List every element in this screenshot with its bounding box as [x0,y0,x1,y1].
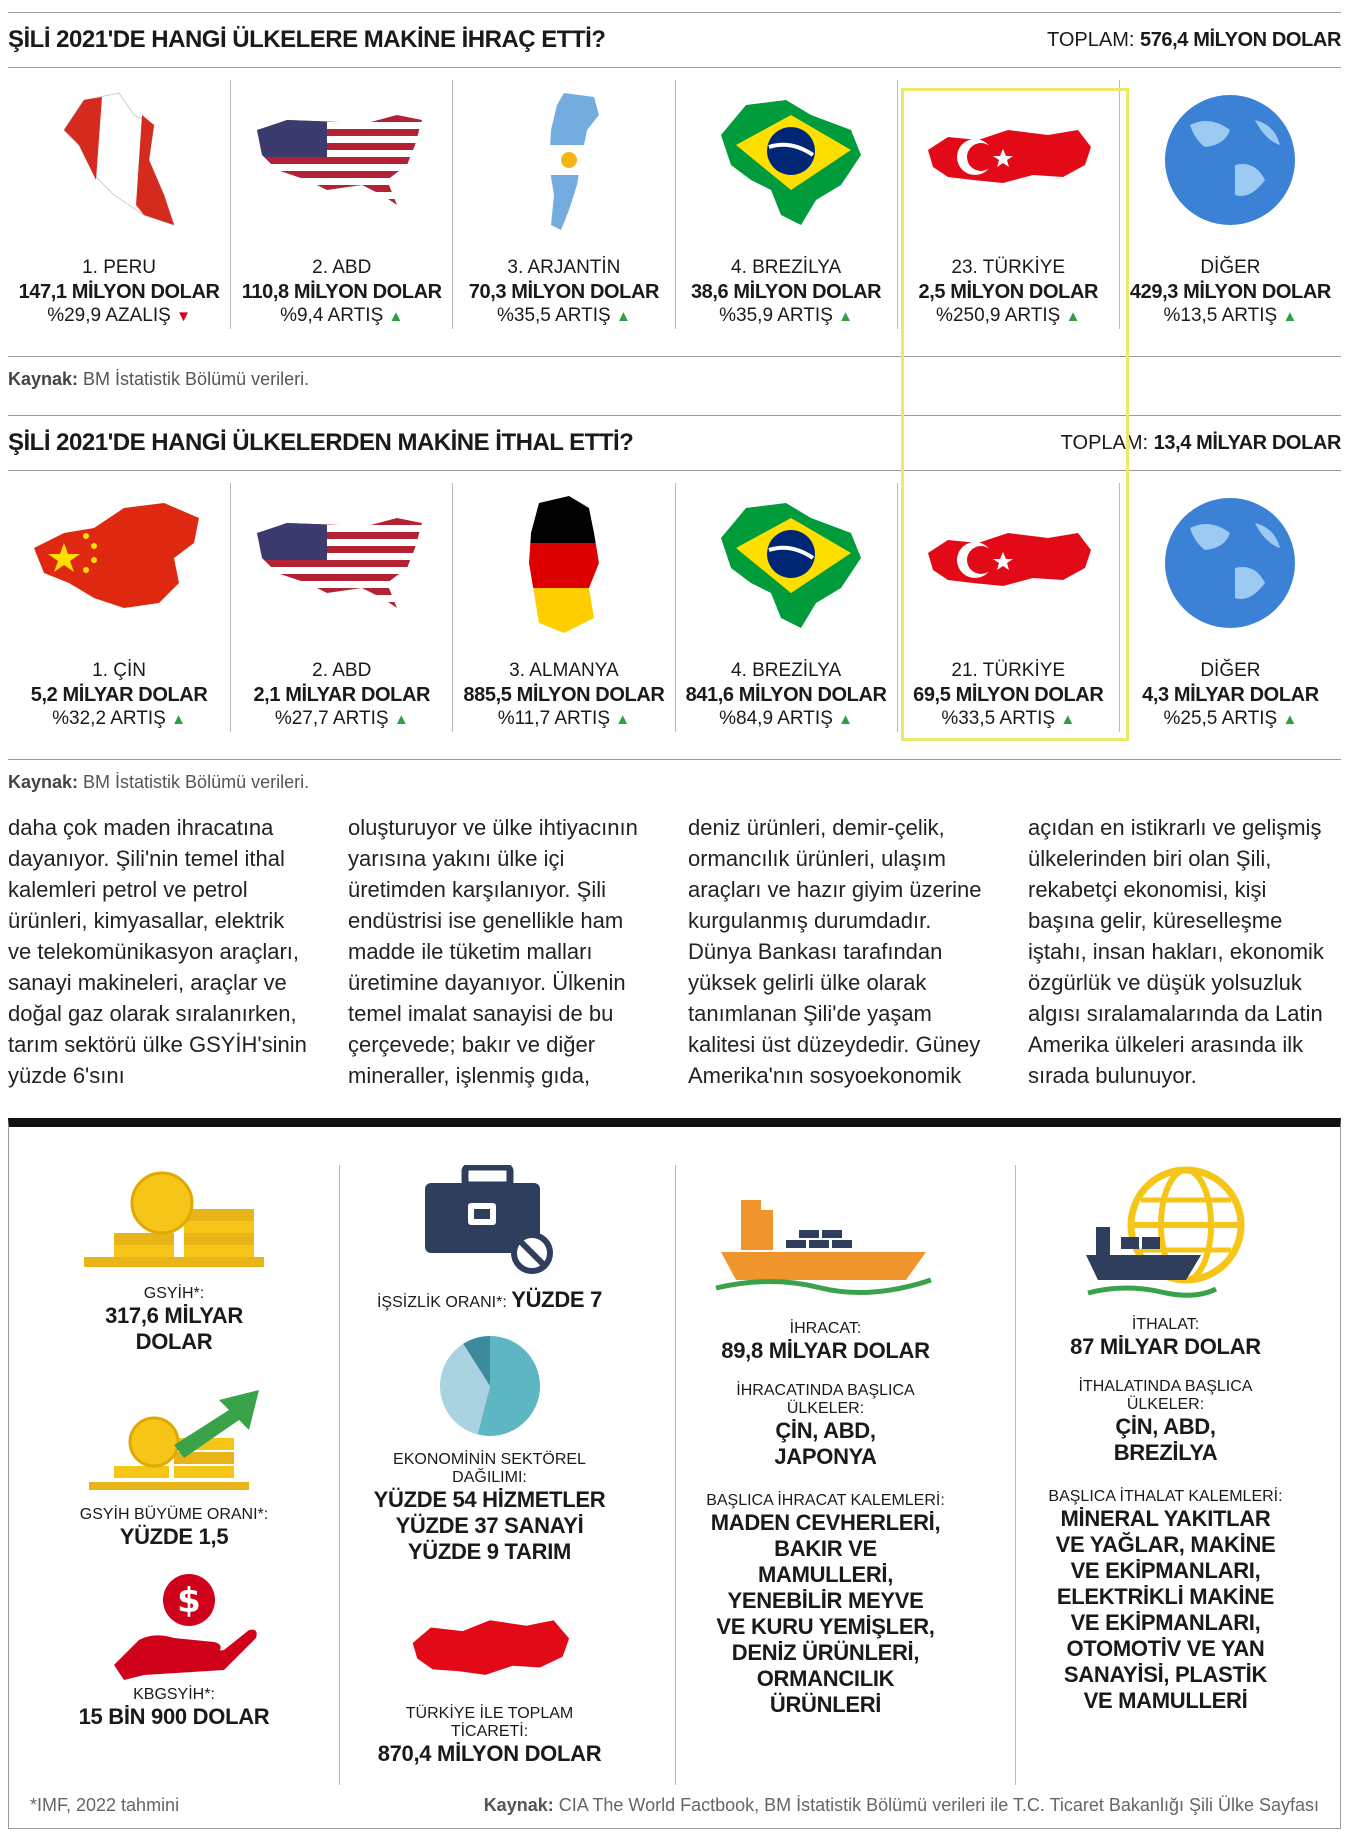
globe-icon [1120,80,1341,240]
usa-map [231,80,452,240]
imports-items: MİNERAL YAKITLAR VE YAĞLAR, MAKİNE VE EKİPMANLARI, ELEKTRİKLİ MAKİNE VE EKİPMANLARI, OTOMOTİV VE YAN SANAYİSİ, PLASTİK VE MAMULLERİ [1055,1506,1276,1713]
export-country-5 [897,80,1119,329]
country-rank: 21. TÜRKİYE [951,660,1066,681]
turkey-map [898,483,1119,643]
country-rank: 23. TÜRKİYE [951,257,1066,278]
import-title: ŞİLİ 2021'DE HANGİ ÜLKELERDEN MAKİNE İTHAL ETTİ? [8,429,634,456]
country-change: %32,2 ARTIŞ ▲ [52,708,186,729]
arrow-up-icon: ▲ [1282,711,1298,728]
country-change: %25,5 ARTIŞ ▲ [1163,708,1298,729]
country-change: %84,9 ARTIŞ ▲ [719,708,854,729]
country-rank: 1. ÇİN [92,660,146,681]
export-country-4 [675,80,897,329]
exports-items-label: BAŞLICA İHRACAT KALEMLERİ: [706,1492,945,1509]
growth-chart-icon [74,1390,274,1500]
export-country-3 [452,80,674,329]
arrow-up-icon: ▲ [1282,308,1298,325]
export-title: ŞİLİ 2021'DE HANGİ ÜLKELERE MAKİNE İHRAÇ ETTİ? [8,26,606,53]
country-rank: 3. ALMANYA [509,660,619,681]
globe-icon [1120,483,1341,643]
country-amount: 69,5 MİLYON DOLAR [913,684,1104,706]
gdp-value: 317,6 MİLYAR DOLAR [105,1303,243,1354]
stats-column-exports [675,1165,975,1785]
exports-partners: ÇİN, ABD, JAPONYA [774,1418,877,1469]
imports-items-label: BAŞLICA İTHALAT KALEMLERİ: [1048,1488,1283,1505]
import-country-row [8,483,1341,732]
country-rank: DİĞER [1200,660,1261,681]
arrow-up-icon: ▲ [838,711,854,728]
export-source: Kaynak: BM İstatistik Bölümü verileri. [8,356,1341,390]
country-amount: 110,8 MİLYON DOLAR [241,281,442,303]
unemployment-line [340,1287,639,1313]
arrow-up-icon: ▲ [393,711,409,728]
import-source: Kaynak: BM İstatistik Bölümü verileri. [8,759,1341,793]
unemployment-value: YÜZDE 7 [511,1287,603,1312]
exports-value: 89,8 MİLYAR DOLAR [721,1338,930,1363]
country-amount: 429,3 MİLYON DOLAR [1129,281,1331,303]
country-amount: 70,3 MİLYON DOLAR [468,281,660,303]
country-change: %33,5 ARTIŞ ▲ [941,708,1076,729]
arrow-up-icon: ▲ [615,711,631,728]
import-country-2 [230,483,452,732]
gdppc-value: 15 BİN 900 DOLAR [78,1704,270,1729]
arrow-up-icon: ▲ [838,308,854,325]
exports-partners-label: İHRACATINDA BAŞLICA ÜLKELER: [736,1382,915,1417]
country-amount: 38,6 MİLYON DOLAR [690,281,882,303]
stats-panel [8,1118,1341,1829]
briefcase-icon [420,1165,560,1275]
sector-services: YÜZDE 54 HİZMETLER [373,1487,606,1512]
trade-value: 870,4 MİLYON DOLAR [377,1741,602,1766]
usa-map [231,483,452,643]
gdppc-label: KBGSYİH*: [133,1686,215,1703]
germany-map [453,483,674,643]
arrow-down-icon: ▼ [176,308,191,325]
import-country-3 [452,483,674,732]
country-rank: 3. ARJANTİN [507,257,621,278]
country-rank: 2. ABD [312,257,372,278]
imports-label: İTHALAT: [1131,1316,1200,1333]
arrow-up-icon: ▲ [1065,308,1081,325]
country-change: %35,9 ARTIŞ ▲ [719,305,854,326]
imports-partners-label: İTHALATINDA BAŞLICA ÜLKELER: [1078,1378,1253,1413]
arrow-up-icon: ▲ [1060,711,1076,728]
sector-pie-chart [435,1331,545,1441]
article-column-4: açıdan en istikrarlı ve gelişmiş ülkelerinden biri olan Şili, rekabetçi ekonomisi, kişi başına gelir, küreselleşme iştahı, insan hakları, ekonomik özgürlük ve düşük yolsuzluk algısı sıralamalarında da Latin Amerika ülkeleri arasında ilk sırada bulunuyor. [1028,815,1324,1088]
country-amount: 4,3 MİLYAR DOLAR [1142,684,1319,706]
export-country-2 [230,80,452,329]
country-amount: 2,5 MİLYON DOLAR [918,281,1099,303]
country-change: %27,7 ARTIŞ ▲ [274,708,409,729]
country-change: %250,9 ARTIŞ ▲ [936,305,1081,326]
export-country-6 [1119,80,1341,329]
export-country-1 [8,80,230,329]
china-map [8,483,230,643]
country-change: %35,5 ARTIŞ ▲ [496,305,631,326]
import-country-5 [897,483,1119,732]
import-country-1 [8,483,230,732]
country-amount: 841,6 MİLYON DOLAR [685,684,887,706]
arrow-up-icon: ▲ [615,308,631,325]
export-country-row [8,80,1341,329]
brazil-map [676,483,897,643]
imports-value: 87 MİLYAR DOLAR [1070,1334,1261,1359]
sector-label: EKONOMİNİN SEKTÖREL DAĞILIMI: [393,1451,586,1486]
arrow-up-icon: ▲ [388,308,404,325]
country-amount: 147,1 MİLYON DOLAR [18,281,220,303]
trade-label: TÜRKİYE İLE TOPLAM TİCARETİ: [405,1705,574,1740]
exports-label: İHRACAT: [789,1320,862,1337]
globe-ship-icon [1066,1165,1266,1300]
arrow-up-icon: ▲ [171,711,186,728]
country-change: %13,5 ARTIŞ ▲ [1163,305,1298,326]
export-header [8,12,1341,68]
argentina-map [453,80,674,240]
imports-partners: ÇİN, ABD, BREZİLYA [1113,1414,1218,1465]
country-amount: 2,1 MİLYAR DOLAR [253,684,431,706]
country-change: %29,9 AZALIŞ ▼ [47,305,191,326]
gdp-label: GSYİH*: [143,1285,205,1302]
article-column-1: daha çok maden ihracatına dayanıyor. Şili'nin temel ithal kalemleri petrol ve petrol ürünleri, kimyasallar, elektrik ve telekomünikasyon araçları, sanayi makineleri, araçlar ve doğal gaz olarak sıralanırken, tarım sektörü ülke GSYİH'sinin yüzde 6'sını [8,815,307,1088]
country-amount: 885,5 MİLYON DOLAR [463,684,665,706]
stats-column-economy [339,1165,639,1785]
country-rank: 4. BREZİLYA [731,257,842,278]
turkey-map [400,1593,580,1693]
growth-label: GSYİH BÜYÜME ORANI*: [79,1506,269,1523]
import-header [8,415,1341,471]
export-total: TOPLAM: 576,4 MİLYON DOLAR [1046,28,1341,51]
coins-icon [74,1165,274,1275]
growth-value: YÜZDE 1,5 [119,1524,229,1549]
import-country-6 [1119,483,1341,732]
article-column-2: oluşturuyor ve ülke ihtiyacının yarısına yakını ülke içi üretimden karşılanıyor. Şili endüstrisi ise genellikle ham madde ile tüketim malları üretimine dayanıyor. Ülkenin temel imalat sanayisi de bu çerçevede; bakır ve diğer mineraller, işlenmiş gıda, [348,815,638,1088]
country-rank: 1. PERU [82,257,157,278]
footer [8,1795,1341,1816]
country-rank: DİĞER [1200,257,1261,278]
peru-map [8,80,230,240]
article-text [8,812,1341,1091]
turkey-map [898,80,1119,240]
sector-industry: YÜZDE 37 SANAYİ [395,1513,584,1538]
import-total: TOPLAM: 13,4 MİLYAR DOLAR [1060,431,1341,454]
footer-source: Kaynak: CIA The World Factbook, BM İstatistik Bölümü verileri ile T.C. Ticaret Bakanlığı Şili Ülke Sayfası [483,1795,1319,1815]
stats-column-imports [1015,1165,1315,1785]
article-column-3: deniz ürünleri, demir-çelik, ormancılık ürünleri, ulaşım araçları ve hazır giyim üzerine kurgulanmış durumdadır. Dünya Bankası tarafından yüksek gelirli ülke olarak tanımlanan Şili'de yaşam kalitesi üst düzeydedir. Güney Amerika'nın sosyoekonomik [688,815,982,1088]
stats-column-gdp [39,1165,309,1785]
country-rank: 2. ABD [312,660,372,681]
sector-agriculture: YÜZDE 9 TARIM [407,1539,572,1564]
import-country-4 [675,483,897,732]
unemployment-label: İŞSİZLİK ORANI*: [376,1294,507,1311]
hand-dollar-icon [74,1570,274,1680]
cargo-ship-icon [711,1180,941,1300]
country-change: %9,4 ARTIŞ ▲ [280,305,404,326]
brazil-map [676,80,897,240]
country-rank: 4. BREZİLYA [731,660,842,681]
country-amount: 5,2 MİLYAR DOLAR [30,684,208,706]
svg-text:$: $ [177,1581,201,1621]
exports-items: MADEN CEVHERLERİ, BAKIR VE MAMULLERİ, YENEBİLİR MEYVE VE KURU YEMİŞLER, DENİZ ÜRÜNLERİ, ORMANCILIK ÜRÜNLERİ [710,1510,941,1717]
footnote: *IMF, 2022 tahmini [30,1795,180,1815]
country-change: %11,7 ARTIŞ ▲ [497,708,631,729]
